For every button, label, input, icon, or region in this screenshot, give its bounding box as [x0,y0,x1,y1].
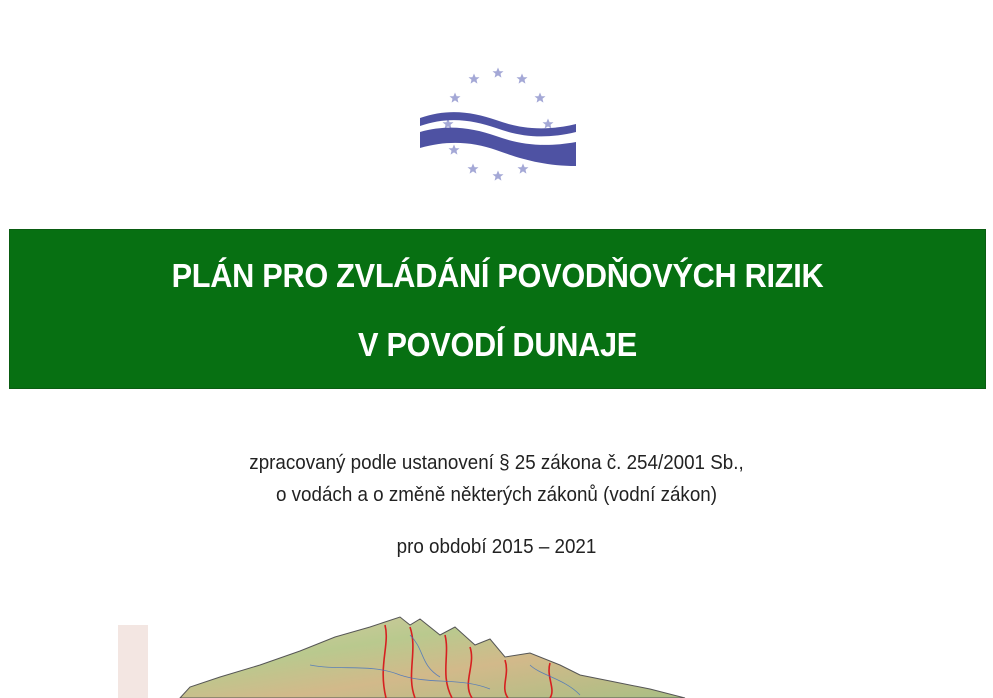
subtitle-line-1: zpracovaný podle ustanovení § 25 zákona č. 254/2001 Sb., [249,452,744,474]
subtitle-line-2: o vodách a o změně některých zákonů (vodní zákon) [275,484,718,506]
wave-bands [420,112,576,166]
eu-logo-icon [418,62,578,188]
czech-map-icon [110,605,750,698]
title-banner [9,229,986,389]
country-shape [180,617,685,698]
title-line-1: PLÁN PRO ZVLÁDÁNÍ POVODŇOVÝCH RIZIK [171,257,824,294]
period-text: pro období 2015 – 2021 [396,536,597,558]
title-line-2: V POVODÍ DUNAJE [358,326,637,363]
